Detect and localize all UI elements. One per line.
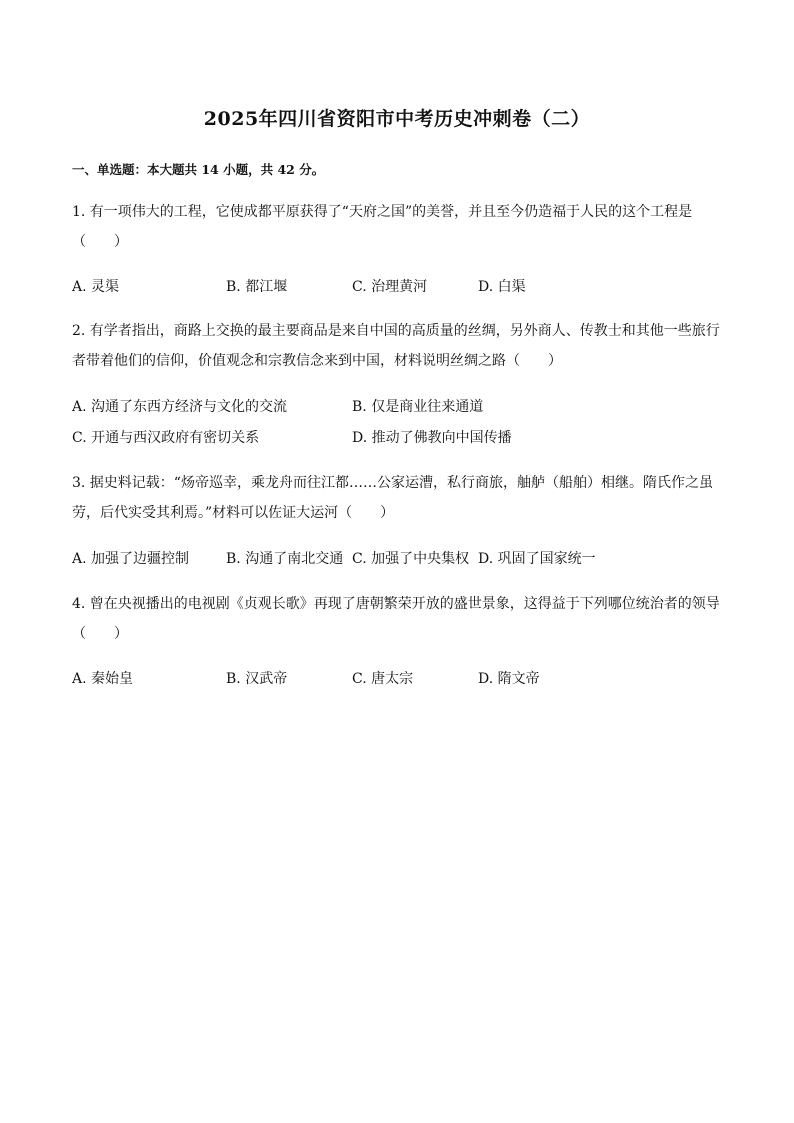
question-3-option-a[interactable]: A. 加强了边疆控制	[72, 551, 190, 567]
question-1-option-a[interactable]: A. 灵渠	[72, 279, 120, 295]
question-4-option-b[interactable]: B. 汉武帝	[226, 671, 288, 687]
page-title: 2025年四川省资阳市中考历史冲刺卷（二）	[203, 108, 591, 130]
question-3-options	[72, 548, 722, 570]
question-1-option-b[interactable]: B. 都江堰	[226, 279, 288, 295]
question-4-option-c[interactable]: C. 唐太宗	[352, 671, 414, 687]
question-3-option-b[interactable]: B. 沟通了南北交通	[226, 551, 344, 567]
question-1-option-d[interactable]: D. 白渠	[478, 279, 526, 295]
question-2-options-row-2	[72, 427, 722, 449]
section-heading: 一、单选题：本大题共 14 小题，共 42 分。	[72, 162, 325, 177]
question-3-option-c[interactable]: C. 加强了中央集权	[352, 551, 470, 567]
question-1-option-c[interactable]: C. 治理黄河	[352, 279, 428, 295]
question-4-option-d[interactable]: D. 隋文帝	[478, 671, 540, 687]
question-2-option-b[interactable]: B. 仅是商业往来通道	[352, 399, 484, 415]
question-2-stem: 2. 有学者指出，商路上交换的最主要商品是来自中国的高质量的丝绸，另外商人、传教士和其他一些旅行者带着他们的信仰，价值观念和宗教信念来到中国，材料说明丝绸之路（ ）	[72, 323, 720, 369]
question-1-options	[72, 276, 722, 298]
question-4-stem: 4. 曾在央视播出的电视剧《贞观长歌》再现了唐朝繁荣开放的盛世景象，这得益于下列哪位统治者的领导（ ）	[72, 596, 720, 642]
question-3-option-d[interactable]: D. 巩固了国家统一	[478, 551, 596, 567]
question-4-option-a[interactable]: A. 秦始皇	[72, 671, 134, 687]
question-2-option-d[interactable]: D. 推动了佛教向中国传播	[352, 430, 512, 446]
question-2-option-c[interactable]: C. 开通与西汉政府有密切关系	[72, 430, 260, 446]
question-4-options	[72, 668, 722, 690]
question-1-stem: 1. 有一项伟大的工程，它使成都平原获得了“天府之国”的美誉，并且至今仍造福于人民的这个工程是（ ）	[72, 204, 693, 250]
question-2-options-row-1	[72, 396, 722, 418]
question-3-stem: 3. 据史料记载：“炀帝巡幸，乘龙舟而往江都……公家运漕，私行商旅，舳舻（船舶）相继。隋氏作之虽劳，后代实受其利焉。”材料可以佐证大运河（ ）	[72, 475, 713, 521]
question-2-option-a[interactable]: A. 沟通了东西方经济与文化的交流	[72, 399, 288, 415]
